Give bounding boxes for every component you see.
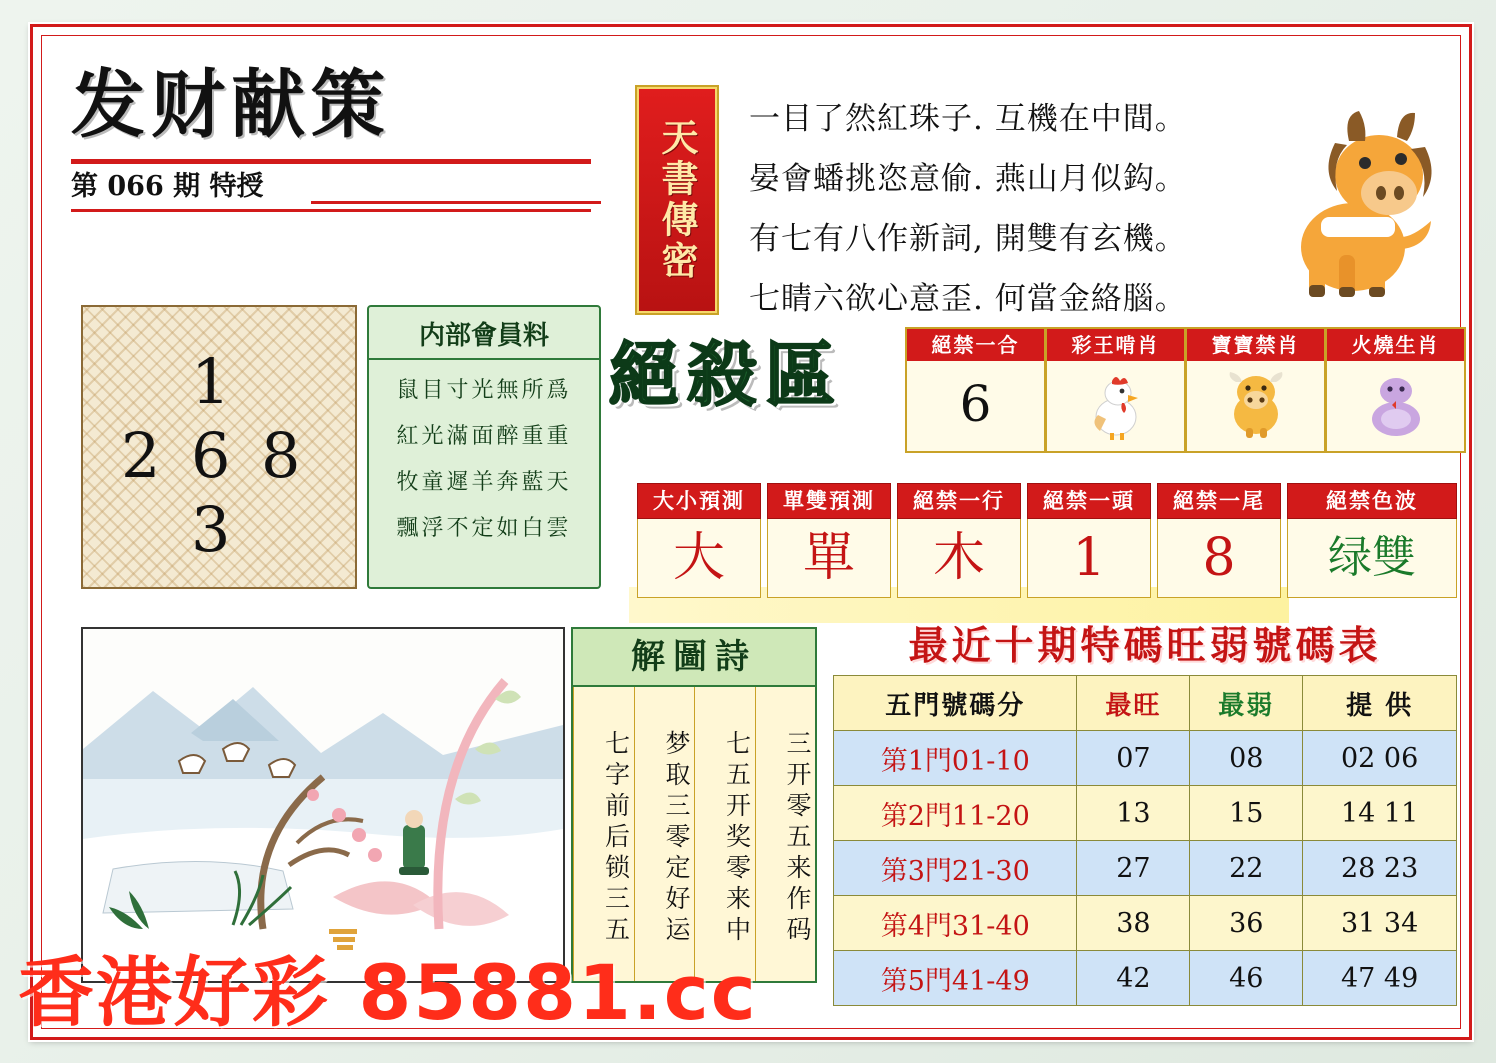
- th-group: 五門號碼分: [834, 676, 1077, 731]
- row-5-supply: 47 49: [1303, 951, 1457, 1006]
- table-header-row: [834, 676, 1457, 731]
- row-3-cold: 22: [1190, 841, 1303, 896]
- row-2-label: 第2門11-20: [834, 786, 1077, 841]
- th-supply: 提 供: [1303, 676, 1457, 731]
- kill-card-4: [1325, 327, 1466, 453]
- picture-poem-col-3: 梦取三零定好运: [634, 687, 695, 981]
- prediction-3-value: 木: [897, 519, 1021, 598]
- kill-card-3-header: 寶寶禁肖: [1187, 329, 1324, 361]
- lucky-numbers-pad: [81, 305, 357, 589]
- page-title: 发财献策: [71, 62, 391, 148]
- title-underline: [71, 159, 591, 164]
- row-2-hot: 13: [1077, 786, 1190, 841]
- prediction-1-value: 大: [637, 519, 761, 598]
- kill-card-2-header: 彩王啃肖: [1047, 329, 1184, 361]
- member-line-3: 牧童遲羊奔藍天: [396, 470, 572, 495]
- poem-line-1: 一目了然紅珠子. 互機在中間。: [749, 101, 1187, 137]
- row-1-label: 第1門01-10: [834, 731, 1077, 786]
- tianshu-banner: [637, 87, 717, 313]
- horse-icon: [1261, 97, 1451, 307]
- row-3-supply: 28 23: [1303, 841, 1457, 896]
- table-row: [834, 841, 1457, 896]
- issue-underline: [71, 209, 591, 212]
- row-1-hot: 07: [1077, 731, 1190, 786]
- prediction-4-value: 1: [1027, 519, 1151, 598]
- snake-icon: [1327, 361, 1464, 447]
- issue-blank-field: [311, 171, 601, 204]
- poster-frame: [30, 24, 1472, 1040]
- member-line-2: 紅光滿面醉重重: [396, 424, 572, 449]
- th-hot: 最旺: [1077, 676, 1190, 731]
- hot-table-title: 最近十期特碼旺弱號碼表: [908, 623, 1382, 669]
- prediction-4-header: 絕禁一頭: [1027, 483, 1151, 519]
- row-2-cold: 15: [1190, 786, 1303, 841]
- row-4-hot: 38: [1077, 896, 1190, 951]
- issue-bar: [71, 167, 591, 207]
- prediction-6: [1287, 483, 1457, 598]
- member-box-title: 内部會員料: [369, 315, 599, 360]
- prediction-3: [897, 483, 1021, 598]
- row-4-label: 第4門31-40: [834, 896, 1077, 951]
- lucky-number-4: 8: [261, 419, 301, 492]
- tianshu-text: 天書傳密: [655, 118, 699, 282]
- th-cold: 最弱: [1190, 676, 1303, 731]
- prediction-1-header: 大小預測: [637, 483, 761, 519]
- prediction-2-header: 單雙預測: [767, 483, 891, 519]
- prediction-6-value: 绿雙: [1287, 519, 1457, 598]
- member-info-box: [367, 305, 601, 589]
- kill-card-4-header: 火燒生肖: [1327, 329, 1464, 361]
- poem-line-2: 晏會蟠挑恣意偷. 燕山月似鈎。: [749, 161, 1187, 197]
- kill-zone-title: 絕殺區: [609, 333, 843, 416]
- poem-line-4: 七睛六欲心意歪. 何當金絡腦。: [749, 281, 1187, 317]
- member-box-lines: [369, 360, 599, 552]
- kill-card-1: [905, 327, 1046, 453]
- poem-line-3: 有七有八作新詞, 開雙有玄機。: [749, 221, 1187, 257]
- ox-icon: [1187, 361, 1324, 447]
- row-3-label: 第3門21-30: [834, 841, 1077, 896]
- poem-block: [749, 89, 1289, 329]
- row-2-supply: 14 11: [1303, 786, 1457, 841]
- masthead: [71, 63, 591, 213]
- prediction-5: [1157, 483, 1281, 598]
- table-row: [834, 786, 1457, 841]
- illustration: [81, 627, 565, 983]
- prediction-2-value: 單: [767, 519, 891, 598]
- picture-poem-title: 解圖詩: [573, 629, 815, 687]
- row-4-supply: 31 34: [1303, 896, 1457, 951]
- picture-poem-col-1: 三开零五来作码: [755, 687, 816, 981]
- row-5-hot: 42: [1077, 951, 1190, 1006]
- lucky-number-3: 6: [191, 419, 231, 492]
- prediction-5-value: 8: [1157, 519, 1281, 598]
- rooster-icon: [1047, 361, 1184, 447]
- picture-poem-col-4: 七字前后锁三五: [573, 687, 634, 981]
- table-row: [834, 731, 1457, 786]
- prediction-6-header: 絕禁色波: [1287, 483, 1457, 519]
- picture-poem-box: [571, 627, 817, 983]
- picture-poem-col-2: 七五开奖零来中: [694, 687, 755, 981]
- lucky-number-2: 2: [121, 419, 161, 492]
- prediction-1: [637, 483, 761, 598]
- row-4-cold: 36: [1190, 896, 1303, 951]
- kill-card-2: [1045, 327, 1186, 453]
- row-5-cold: 46: [1190, 951, 1303, 1006]
- row-3-hot: 27: [1077, 841, 1190, 896]
- issue-label: 第 066 期 特授: [71, 171, 264, 202]
- lucky-number-5: 3: [191, 493, 231, 566]
- kill-card-1-value: 6: [959, 375, 992, 433]
- row-1-supply: 02 06: [1303, 731, 1457, 786]
- prediction-bar: [637, 483, 1457, 599]
- watermark: 香港好彩 85881.cc: [18, 948, 758, 1037]
- picture-poem-columns: [573, 687, 815, 981]
- prediction-3-header: 絕禁一行: [897, 483, 1021, 519]
- prediction-2: [767, 483, 891, 598]
- row-5-label: 第5門41-49: [834, 951, 1077, 1006]
- row-1-cold: 08: [1190, 731, 1303, 786]
- lucky-number-1: 1: [191, 345, 231, 418]
- prediction-4: [1027, 483, 1151, 598]
- kill-card-1-header: 絕禁一合: [907, 329, 1044, 361]
- kill-card-3: [1185, 327, 1326, 453]
- member-line-1: 鼠目寸光無所爲: [396, 378, 572, 403]
- kill-card-1-body: [907, 361, 1044, 447]
- member-line-4: 飄浮不定如白雲: [396, 516, 572, 541]
- prediction-5-header: 絕禁一尾: [1157, 483, 1281, 519]
